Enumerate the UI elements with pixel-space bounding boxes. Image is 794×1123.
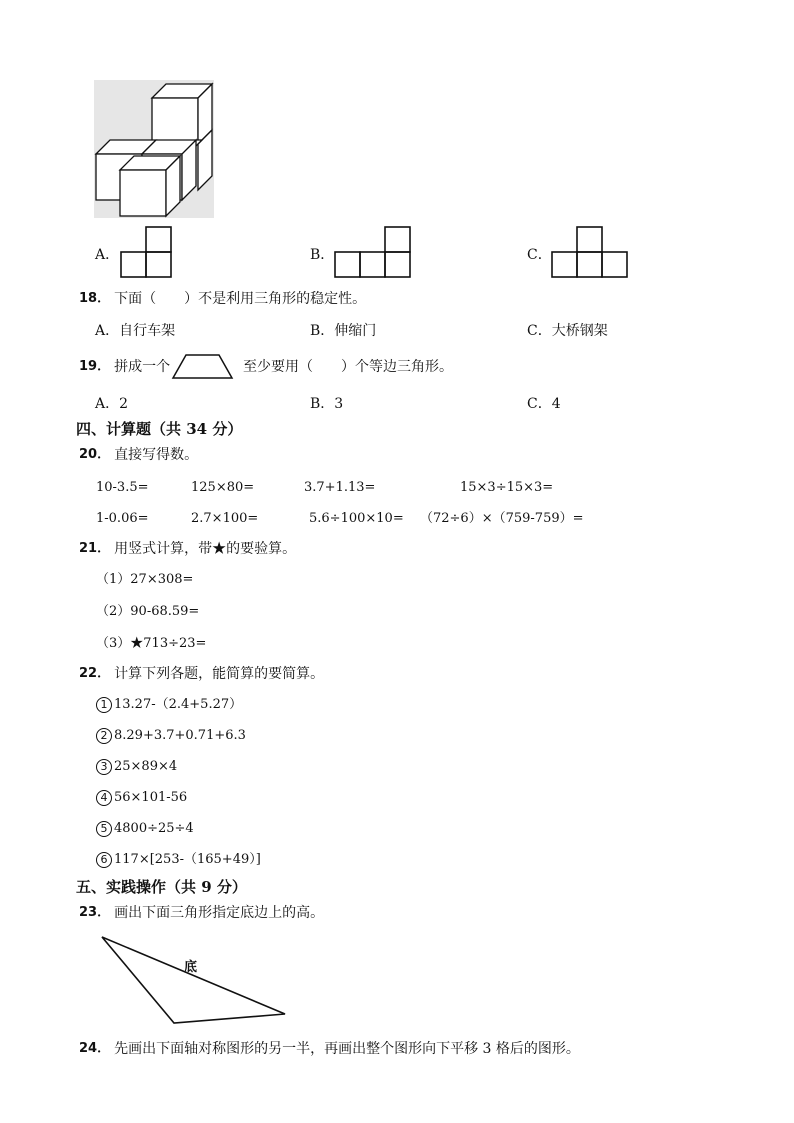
q22-item-5: [96, 820, 194, 838]
q17-option-c-label: C．: [527, 247, 552, 263]
q24-stem: [79, 1040, 580, 1058]
cube-stack-figure: [94, 80, 214, 218]
q20-r2-c3: 5.6÷100×10=: [309, 511, 404, 526]
q20-number: 20．: [79, 447, 111, 462]
circled-number: 2: [96, 728, 112, 744]
q17-option-a-label: A．: [95, 247, 120, 263]
q18-number: 18．: [79, 291, 111, 306]
q23-text: 画出下面三角形指定底边上的高。: [114, 905, 325, 921]
q20-r2-c1: 1-0.06=: [96, 511, 149, 526]
q22-item-3: [96, 758, 177, 776]
q19-option-b: B．3: [310, 396, 344, 412]
q18-option-b: B．伸缩门: [310, 323, 377, 339]
q21-text: 用竖式计算，带★的要验算。: [114, 541, 297, 557]
q20-r1-c2: 125×80=: [191, 480, 255, 495]
q18-option-c: C．大桥钢架: [527, 323, 608, 339]
triangle-figure: [100, 934, 290, 1026]
q17-option-b-label: B．: [310, 247, 335, 263]
q22-expr: 25×89×4: [114, 759, 178, 774]
circled-number: 4: [96, 790, 112, 806]
q22-expr: 4800÷25÷4: [114, 821, 194, 836]
circled-number: 1: [96, 697, 112, 713]
q23-stem: [79, 904, 324, 922]
q20-text: 直接写得数。: [114, 447, 199, 463]
circled-number: 3: [96, 759, 112, 775]
q22-number: 22．: [79, 666, 111, 681]
q23-number: 23．: [79, 905, 111, 920]
q19-option-c: C．4: [527, 396, 561, 412]
q19-option-a: A．2: [95, 396, 129, 412]
q22-expr: 117×[253-（165+49）]: [114, 852, 261, 867]
q22-stem: [79, 665, 324, 683]
q22-text: 计算下列各题，能简算的要简算。: [114, 666, 325, 682]
q22-item-1: [96, 696, 242, 714]
q18-stem: [79, 290, 366, 308]
q20-r1-c4: 15×3÷15×3=: [460, 480, 554, 495]
q19-stem: [79, 358, 170, 376]
q19-text-after: 至少要用（ ）个等边三角形。: [243, 359, 453, 375]
q19-number: 19．: [79, 359, 111, 374]
q22-expr: 56×101-56: [114, 790, 188, 805]
circled-number: 5: [96, 821, 112, 837]
q21-item-2: （2）90-68.59=: [96, 604, 200, 619]
q17-option-b-view: [334, 226, 412, 278]
triangle-base-label: 底: [184, 960, 198, 975]
q24-number: 24．: [79, 1041, 111, 1056]
q21-number: 21．: [79, 541, 111, 556]
circled-number: 6: [96, 852, 112, 868]
q24-text: 先画出下面轴对称图形的另一半，再画出整个图形向下平移 3 格后的图形。: [114, 1041, 580, 1057]
section5-title: 五、实践操作（共 9 分）: [76, 878, 247, 896]
q21-item-1: （1）27×308=: [96, 572, 194, 587]
q22-item-4: [96, 789, 187, 807]
q22-expr: 13.27-（2.4+5.27）: [114, 697, 243, 712]
q19-text-before: 拼成一个: [114, 359, 171, 375]
q18-text: 下面（ ）不是利用三角形的稳定性。: [114, 291, 367, 307]
q20-r2-c2: 2.7×100=: [191, 511, 259, 526]
q22-item-2: [96, 727, 246, 745]
q20-r2-c4: （72÷6）×（759-759）=: [420, 511, 584, 526]
q21-stem: [79, 540, 296, 558]
q18-option-a: A．自行车架: [95, 323, 176, 339]
q22-item-6: [96, 851, 261, 869]
section4-title: 四、计算题（共 34 分）: [76, 420, 243, 438]
q17-option-a-view: [120, 226, 174, 278]
q20-r1-c1: 10-3.5=: [96, 480, 149, 495]
q17-option-c-view: [551, 226, 629, 278]
trapezoid-shape: [172, 354, 234, 380]
q21-item-3: （3）★713÷23=: [96, 636, 207, 651]
q20-stem: [79, 446, 198, 464]
q22-expr: 8.29+3.7+0.71+6.3: [114, 728, 246, 743]
q20-r1-c3: 3.7+1.13=: [304, 480, 376, 495]
